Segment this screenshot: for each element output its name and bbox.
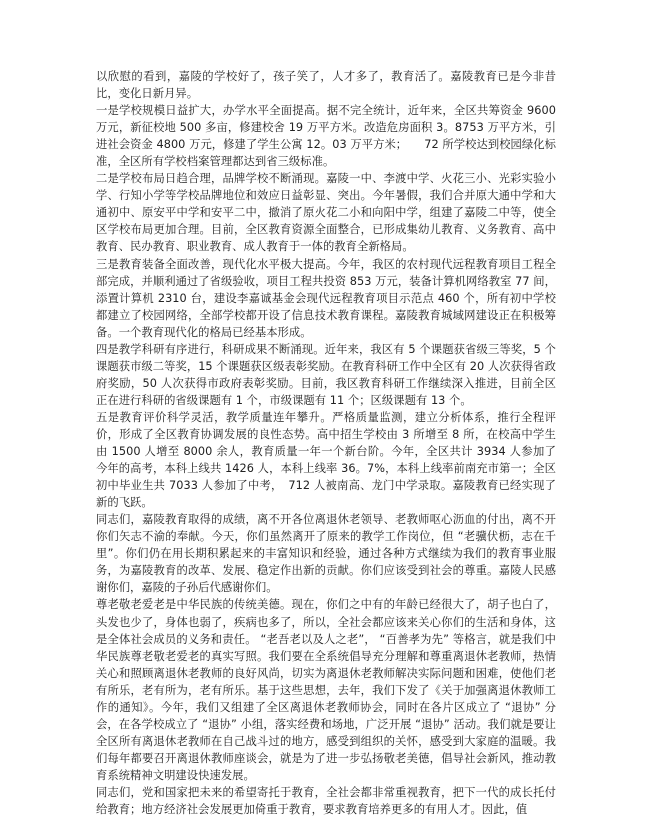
paragraph-school-layout: 二是学校布局日趋合理，品牌学校不断涌现。嘉陵一中、李渡中学、火花三小、光彩实验小学、行知小学等学校品牌地位和效应日益彰显、突出。今年暑假，我们合并原大通中学和大通初中、原安平中学和安平二中，撤消了原火花二小和向阳中学，组建了嘉陵二中等，使全区学校布局更加合理。目前，全区教育资源全面整合，已形成集幼儿教育、义务教育、高中教育、民办教育、职业教育、成人教育于一体的教育全新格局。 [96,172,556,254]
paragraph-thanks-retirees: 同志们，嘉陵教育取得的成绩，离不开各位离退休老领导、老教师呕心沥血的付出，离不开你们矢志不渝的奉献。今天，你们虽然离开了原来的教学工作岗位，但 “老骥伏枥，志在千里”。你们仍在用长期积累起来的丰富知识和经验，通过各种方式继续为我们的教育事业服务，为嘉陵教育的改革、发展、稳定作出新的贡献。你们应该受到社会的尊重。嘉陵人民感谢你们，嘉陵的子孙后代感谢你们。 [96,513,556,595]
paragraph-school-scale: 一是学校规模日益扩大，办学水平全面提高。据不完全统计，近年来，全区共筹资金 9600 万元，新征校地 500 多亩，修建校舍 19 万平方米。改造危房面积 3。8753 万平方米，引进社会资金 4800 万元，修建了学生公寓 12。03 万平方米； 72 所学校达到校园绿化标准，全区所有学校档案管理都达到省三级标准。 [96,104,556,169]
paragraph-research: 四是教学科研有序进行，科研成果不断涌现。近年来，我区有 5 个课题获省级三等奖，5 个课题获市级二等奖，15 个课题获区级表彰奖励。在教育科研工作中全区有 20 人次获得省政府奖励，50 人次获得市政府表彰奖励。目前，我区教育科研工作继续深入推进，目前全区正在进行科研的省级课题有 1 个，市级课题有 11 个；区级课题有 13 个。 [96,342,556,407]
paragraph-equipment: 三是教育装备全面改善，现代化水平极大提高。今年，我区的农村现代远程教育项目工程全部完成，并顺利通过了省级验收，项目工程共投资 853 万元，装备计算机网络教室 77 间，添置计算机 2310 台，建设李嘉诚基金会现代远程教育项目示范点 460 个，所有初中学校都建立了校园网络，全部学校都开设了信息技术教育课程。嘉陵教育城域网建设正在积极筹备。一个教育现代化的格局已经基本形成。 [96,257,556,339]
paragraph-evaluation: 五是教育评价科学灵活，教学质量连年攀升。严格质量监测，建立分析体系，推行全程评价，形成了全区教育协调发展的良性态势。高中招生学校由 3 所增至 8 所，在校高中学生由 1500 人增至 8000 余人，教育质量一年一个新台阶。今年，全区共计 3934 人参加了今年的高考，本科上线共 1426 人，本科上线率 36。7%，本科上线率前南充市第一；全区初中毕业生共 7033 人参加了中考， 712 人被南高、龙门中学录取。嘉陵教育已经实现了新的飞跃。 [96,410,556,510]
paragraph-respect-elders: 尊老敬老爱老是中华民族的传统美德。现在，你们之中有的年龄已经很大了，胡子也白了，头发也少了，身体也弱了，疾病也多了，所以，全社会都应该来关心你们的生活和身体，这是全体社会成员的义务和责任。 “老吾老以及人之老”， “百善孝为先” 等格言，就是我们中华民族尊老敬老爱老的真实写照。我们要在全系统倡导充分理解和尊重离退休老教师，热情关心和照顾离退休老教师的良好风尚，切实为离退休老教师解决实际问题和困难，使他们老有所乐，老有所为，老有所乐。基于这些思想，去年，我们下发了《关于加强离退休教师工作的通知》。今年，我们又组建了全区离退休老教师协会，同时在各片区成立了 “退协” 分会，在各学校成立了 “退协” 小组，落实经费和场地，广泛开展 “退协” 活动。我们就是要让全区所有离退休老教师在自己战斗过的地方，感受到组织的关怀，感受到大家庭的温暖。我们每年都要召开离退休教师座谈会，就是为了进一步弘扬敬老美德，倡导社会新风，推动教育系统精神文明建设快速发展。 [96,598,556,782]
paragraph-future-hopes: 同志们，党和国家把未来的希望寄托于教育，全社会都非常重视教育，把下一代的成长托付给教育；地方经济社会发展更加倚重于教育，要求教育培养更多的有用人才。因此，值 [96,785,556,817]
paragraph-intro: 以欣慰的看到，嘉陵的学校好了，孩子笑了，人才多了，教育活了。嘉陵教育已是今非昔比，变化日新月异。 [96,70,556,101]
